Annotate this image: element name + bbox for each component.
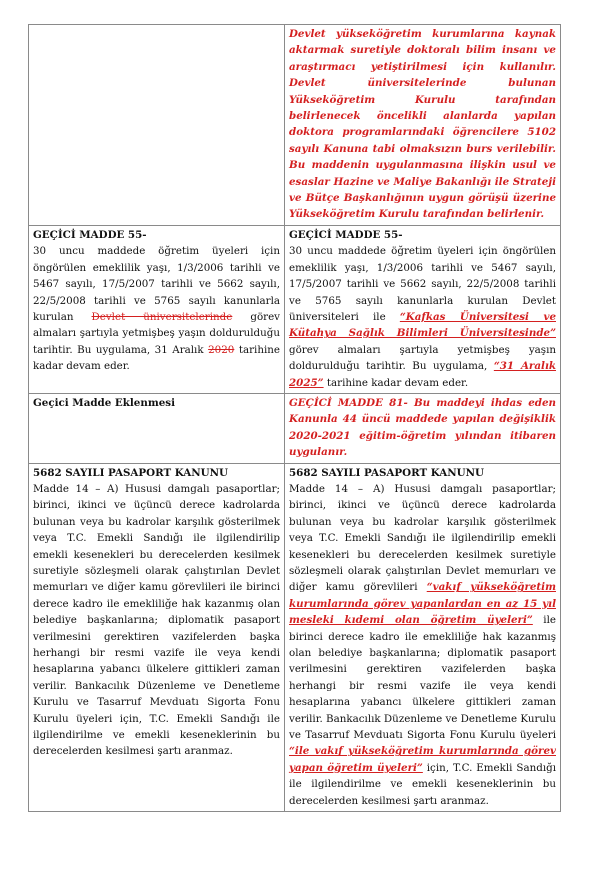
inserted-text: “ile vakıf yükseköğretim kurumlarında görev yapan öğretim üyeleri” — [289, 745, 556, 774]
inserted-text: “vakıf yükseköğretim kurumlarında görev yapanlardan en az 15 yıl mesleki kıdemi olan öğretim üyeleri” — [289, 581, 556, 627]
article-text: Madde 14 – A) Hususi damgalı pasaportlar; birinci, ikinci ve üçüncü derece kadrolarda bulunan veya bu kadrolar karşılık gösterilmek veya T.C. Emekli Sandığı ile ilgilendirilip emekli kesenekleri bu derecelerden kesilmek suretiyle sözleşmeli olarak çalıştırılan Devlet memurları ve diğer kamu görevlileri — [289, 482, 556, 594]
table-row — [29, 25, 561, 226]
deleted-text: Devlet üniversitelerinde — [91, 310, 233, 323]
article-text: 30 uncu maddede öğretim üyeleri için öngörülen emeklilik yaşı, 1/3/2006 tarihli ve 5467 sayılı, 17/5/2007 tarihli ve 5662 sayılı, 22/5/2008 tarihli ve 5765 sayılı kanunlarla kurulan Devlet üniversiteleri ile — [289, 245, 556, 323]
law-heading: 5682 SAYILI PASAPORT KANUNU — [289, 466, 485, 479]
article-text: görev almaları şartıyla yetmişbeş yaşın doldurulduğu tarihtir. Bu uygulama, — [289, 343, 556, 373]
deleted-text: 2020 — [208, 343, 235, 356]
new-text-cell — [285, 463, 561, 812]
article-heading: GEÇİCİ MADDE 55- — [289, 228, 403, 241]
old-text-cell — [29, 463, 285, 812]
article-text: Madde 14 – A) Hususi damgalı pasaportlar; birinci, ikinci ve üçüncü derece kadrolarda bulunan veya bu kadrolar karşılık gösterilmek veya T.C. Emekli Sandığı ile ilgilendirilip emekli kesenekleri bu derecelerden kesilmek suretiyle sözleşmeli olarak çalıştırılan Devlet memurları ve diğer kamu görevlileri ile birinci derece kadro ile emekliliğe hak kazanmış olan belediye başkanlarına; diplomatik pasaport verilmesini gerektiren vazifelerden başka herhangi bir resmi vazife ile veya kendi hesaplarına yabancı ülkelere gittikleri zaman verilir. Bankacılık Düzenleme ve Denetleme Kurulu ve Tasarruf Mevduatı Sigorta Fonu Kurulu üyeleri için, T.C. Emekli Sandığı ile ilgilendirilme ve emekli keseneklerinin bu derecelerden kesilmesi şartı aranmaz. — [33, 482, 280, 758]
article-text: tarihine kadar devam eder. — [323, 376, 469, 389]
article-text: tarihine kadar devam eder. — [33, 343, 281, 373]
article-text: 30 uncu maddede öğretim üyeleri için öngörülen emeklilik yaşı, 1/3/2006 tarihli ve 5467 sayılı, 17/5/2007 tarihli ve 5662 sayılı, 22/5/2008 tarihli ve 5765 sayılı kanunlarla kurulan — [33, 245, 280, 323]
old-text-cell — [29, 25, 285, 226]
inserted-text: “Kafkas Üniversitesi ve Kütahya Sağlık Bilimleri Üniversitesinde” — [289, 310, 556, 340]
comparison-table — [28, 24, 561, 812]
new-text-cell: GEÇİCİ MADDE 81- Bu maddeyi ihdas eden Kanunla 44 üncü maddede yapılan değişiklik 2020-2021 eğitim-öğretim yılından itibaren uygulanır. — [285, 393, 561, 463]
new-text-cell — [285, 225, 561, 393]
new-text-cell: Devlet yükseköğretim kurumlarına kaynak aktarmak suretiyle doktoralı bilim insanı ve araştırmacı yetiştirilmesi için kullanılır. Devlet üniversitelerinde bulunan Yükseköğretim Kurulu tarafından belirlenecek öncelikli alanlarda yapılan doktora programlarındaki öğrencilere 5102 sayılı Kanuna tabi olmaksızın burs verilebilir. Bu maddenin uygulanmasına ilişkin usul ve esaslar Hazine ve Maliye Bakanlığı ile Strateji ve Bütçe Başkanlığının uygun görüşü üzerine Yükseköğretim Kurulu tarafından belirlenir. — [285, 25, 561, 226]
table-row — [29, 463, 561, 812]
article-text: için, T.C. Emekli Sandığı ile ilgilendirilme ve emekli keseneklerinin bu derecelerden kesilmesi şartı aranmaz. — [289, 761, 556, 807]
inserted-text: “31 Aralık 2025” — [289, 360, 556, 389]
table-row — [29, 225, 561, 393]
article-text: görev almaları şartıyla yetmişbeş yaşın doldurulduğu tarihtir. Bu uygulama, 31 Aralık — [33, 310, 280, 356]
article-text: ile birinci derece kadro ile emekliliğe hak kazanmış olan belediye başkanlarına; diplomatik pasaport verilmesini gerektiren vazifelerden başka herhangi bir resmi vazife ile veya kendi hesaplarına yabancı ülkelere gittikleri zaman verilir. Bankacılık Düzenleme ve Denetleme Kurulu ve Tasarruf Mevduatı Sigorta Fonu Kurulu üyeleri — [289, 614, 556, 742]
law-heading: 5682 SAYILI PASAPORT KANUNU — [33, 466, 229, 479]
article-heading: GEÇİCİ MADDE 55- — [33, 228, 147, 241]
table-row — [29, 393, 561, 463]
old-text-cell — [29, 225, 285, 393]
old-text-cell: Geçici Madde Eklenmesi — [29, 393, 285, 463]
